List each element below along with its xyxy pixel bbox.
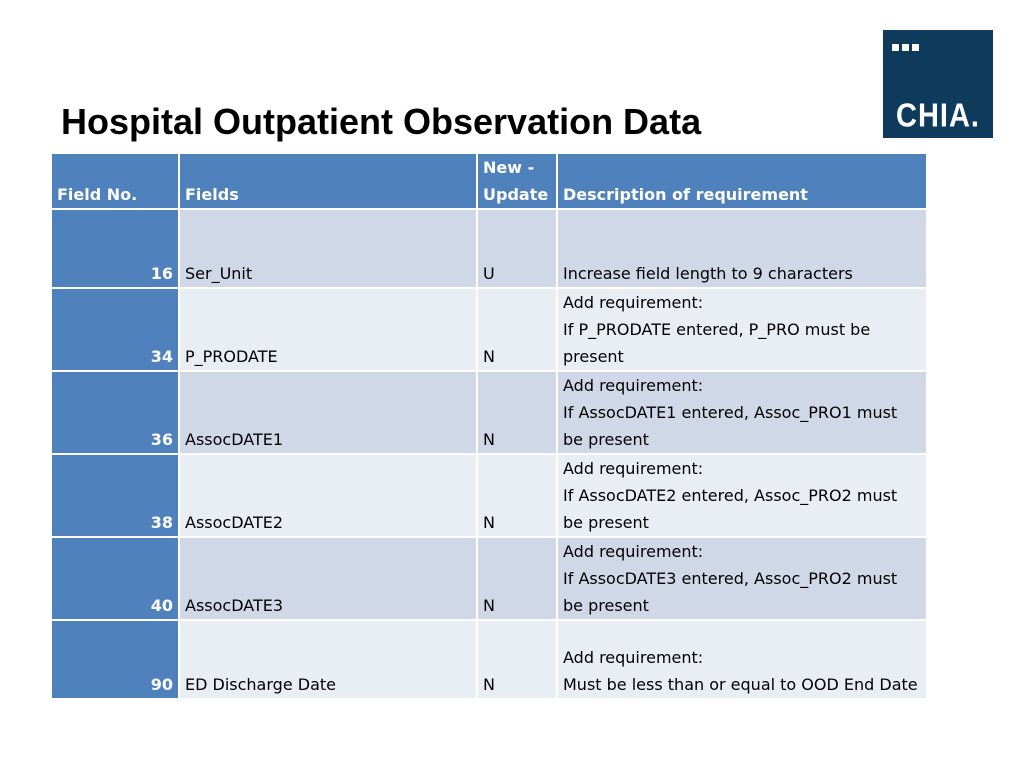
description-line: present — [563, 347, 624, 366]
logo-dots — [892, 38, 922, 56]
slide-title: Hospital Outpatient Observation Data — [61, 101, 702, 142]
new-update-cell: U — [477, 209, 557, 288]
table-header-row — [51, 153, 927, 209]
field-name-cell: P_PRODATE — [179, 288, 477, 371]
header-new-update-line: Update — [483, 185, 549, 204]
description-cell — [557, 288, 927, 371]
description-line: If P_PRODATE entered, P_PRO must be — [563, 320, 871, 339]
description-cell — [557, 537, 927, 620]
table-row — [51, 288, 927, 371]
description-line: be present — [563, 430, 649, 449]
new-update-cell: N — [477, 288, 557, 371]
field-no-cell: 34 — [51, 288, 179, 371]
new-update-cell: N — [477, 371, 557, 454]
description-line: If AssocDATE1 entered, Assoc_PRO1 must — [563, 403, 898, 422]
field-no-cell: 90 — [51, 620, 179, 699]
new-update-cell: N — [477, 537, 557, 620]
chia-logo — [883, 30, 993, 138]
table-row — [51, 371, 927, 454]
description-line: Add requirement: — [563, 542, 704, 561]
description-line: be present — [563, 596, 649, 615]
table-body — [51, 209, 927, 699]
table-row — [51, 537, 927, 620]
header-new-update-line: New - — [483, 158, 535, 177]
field-name-cell: ED Discharge Date — [179, 620, 477, 699]
description-line: be present — [563, 513, 649, 532]
description-line: If AssocDATE2 entered, Assoc_PRO2 must — [563, 486, 898, 505]
logo-dot — [912, 44, 919, 51]
header-description: Description of requirement — [557, 153, 927, 209]
table-row — [51, 620, 927, 699]
requirements-table — [50, 152, 928, 700]
logo-dot — [892, 44, 899, 51]
logo-dot — [902, 44, 909, 51]
new-update-cell: N — [477, 620, 557, 699]
field-name-cell: AssocDATE1 — [179, 371, 477, 454]
field-name-cell: AssocDATE3 — [179, 537, 477, 620]
header-new-update — [477, 153, 557, 209]
description-line: Must be less than or equal to OOD End Date — [563, 675, 918, 694]
description-line: Add requirement: — [563, 376, 704, 395]
description-cell — [557, 620, 927, 699]
field-no-cell: 16 — [51, 209, 179, 288]
description-line: Add requirement: — [563, 648, 704, 667]
description-line: Add requirement: — [563, 459, 704, 478]
header-fields: Fields — [179, 153, 477, 209]
field-no-cell: 38 — [51, 454, 179, 537]
description-line: Add requirement: — [563, 293, 704, 312]
field-name-cell: AssocDATE2 — [179, 454, 477, 537]
description-cell — [557, 454, 927, 537]
new-update-cell: N — [477, 454, 557, 537]
table-row — [51, 454, 927, 537]
description-line: If AssocDATE3 entered, Assoc_PRO2 must — [563, 569, 898, 588]
field-no-cell: 36 — [51, 371, 179, 454]
logo-text: CHIA. — [896, 97, 980, 135]
table-row — [51, 209, 927, 288]
description-cell — [557, 209, 927, 288]
description-cell — [557, 371, 927, 454]
field-no-cell: 40 — [51, 537, 179, 620]
field-name-cell: Ser_Unit — [179, 209, 477, 288]
description-line: Increase field length to 9 characters — [563, 264, 853, 283]
header-field-no: Field No. — [51, 153, 179, 209]
